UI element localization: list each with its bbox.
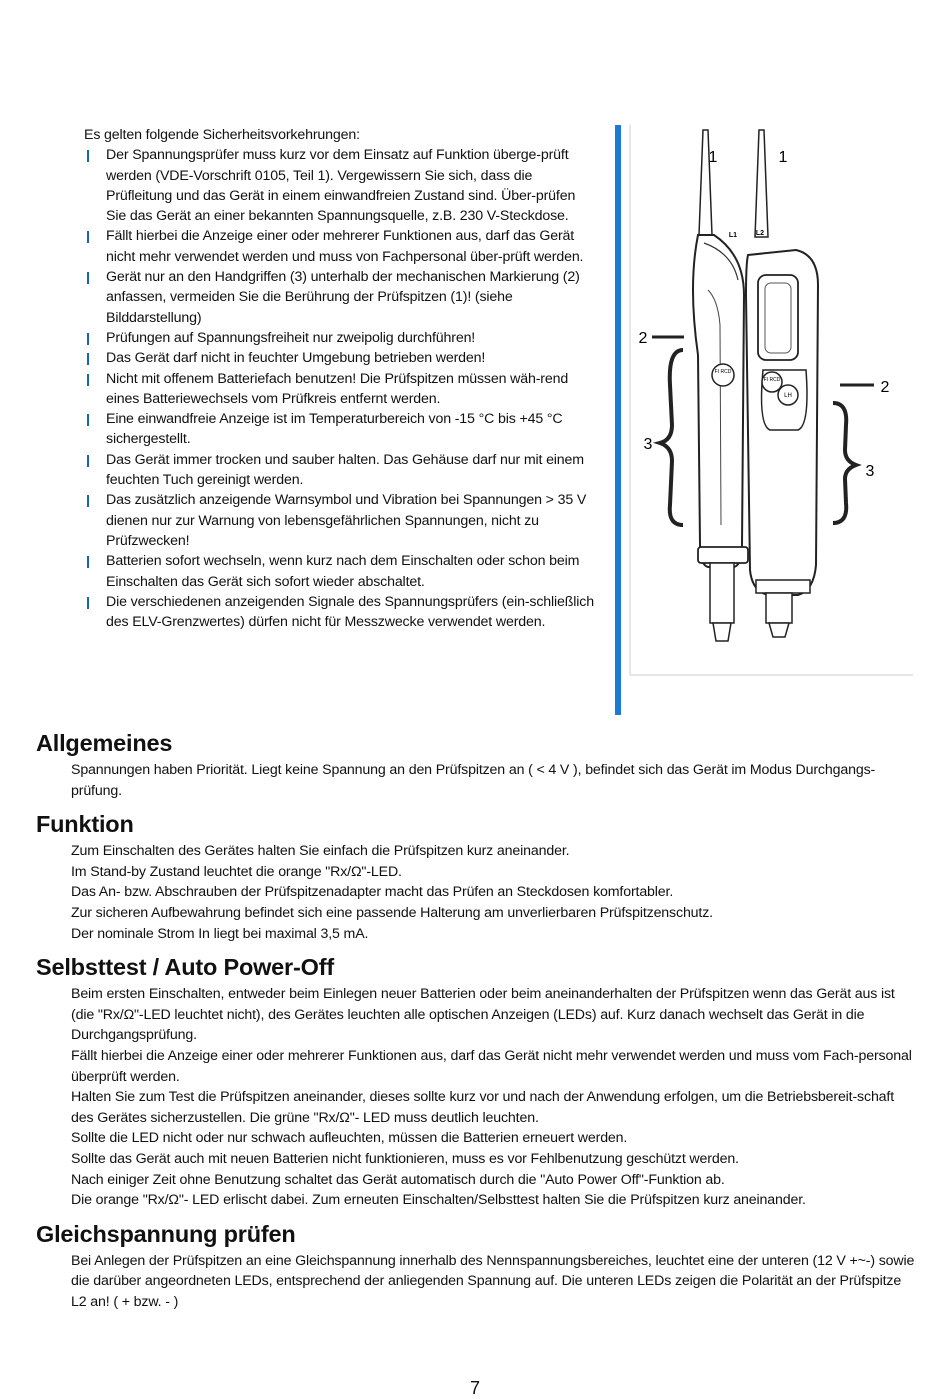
label-mark-left: 2 [638,330,648,347]
list-item: Gerät nur an den Handgriffen (3) unterhalb der mechanischen Markierung (2) anfassen, vermeiden Sie die Berührung der Prüfspitzen (1)! (siehe Bilddarstellung) [84,267,594,328]
paragraph: Bei Anlegen der Prüfspitzen an eine Gleichspannung innerhalb des Nennspannungsbereiches, leuchtet eine der unteren (12 V +~-) sowie die darüber angeordneten LEDs, entsprechend der anliegenden Spannung auf. Die unteren LEDs zeigen die Polarität an der Prüfspitze L2 an! ( + bzw. - ) [71,1252,915,1310]
section-allgemeines [36,728,916,801]
section-body [36,760,916,801]
list-item: Nicht mit offenem Batteriefach benutzen! Die Prüfspitzen müssen wäh-rend eines Batteriewechsels vom Prüfkreis entfernt werden. [84,369,594,410]
list-item: Der Spannungsprüfer muss kurz vor dem Einsatz auf Funktion überge-prüft werden (VDE-Vorschrift 0105, Teil 1). Vergewissern Sie sich, dass die Prüfleitung und das Gerät in einem einwandfreien Zustand sind. Über-prüfen Sie das Gerät an einer bekannten Spannungsquelle, z.B. 230 V-Steckdose. [84,145,594,226]
safety-precautions [84,125,594,632]
paragraph: Beim ersten Einschalten, entweder beim Einlegen neuer Batterien oder beim aneinanderhalten der Prüfspitzen wenn das Gerät aus ist (die "Rx/Ω"-LED leuchtet nicht), des Gerätes leuchten alle optischen Anzeigen (LEDs) auf. Kurz danach wechselt das Gerät in die Durchgangsprüfung. [71,986,895,1044]
paragraph: Halten Sie zum Test die Prüfspitzen aneinander, dieses sollte kurz vor und nach der Anwendung erfolgen, um die Betriebsbereit-schaft des Gerätes sicherzustellen. Die grüne "Rx/Ω"- LED muss deutlich leuchten. [71,1089,895,1126]
document-sections [36,728,916,1320]
paragraph: Fällt hierbei die Anzeige einer oder mehrerer Funktionen aus, darf das Gerät nicht mehr verwendet werden und muss vom Fach-personal überprüft werden. [71,1047,912,1085]
section-heading: Allgemeines [36,730,173,756]
voltage-tester-illustration [628,125,913,680]
probe-label-l2: L2 [755,230,765,237]
paragraph: Der nominale Strom In liegt bei maximal 3,5 mA. [71,925,369,942]
section-heading: Funktion [36,811,134,838]
list-item: Die verschiedenen anzeigenden Signale des Spannungsprüfers (ein-schließlich des ELV-Grenzwertes) dürfen nicht für Messzwecke verwendet werden. [84,592,594,633]
safety-list [84,145,594,632]
paragraph: Sollte die LED nicht oder nur schwach aufleuchten, müssen die Batterien erneuert werden. [71,1130,628,1147]
label-grip-left: 3 [643,436,653,453]
list-item: Fällt hierbei die Anzeige einer oder mehrerer Funktionen aus, darf das Gerät nicht mehr verwendet werden und muss von Fachpersonal über-prüft werden. [84,226,594,267]
list-item: Eine einwandfreie Anzeige ist im Temperaturbereich von -15 °C bis +45 °C sichergestellt. [84,409,594,450]
column-divider [615,125,621,715]
paragraph: Die orange "Rx/Ω"- LED erlischt dabei. Zum erneuten Einschalten/Selbsttest halten Sie die Prüfspitzen kurz aneinander. [71,1192,806,1209]
label-grip-right: 3 [865,463,875,480]
button-label: FI RCD [714,369,732,375]
list-item: Das Gerät immer trocken und sauber halten. Das Gehäuse darf nur mit einem feuchten Tuch gereinigt werden. [84,450,594,491]
paragraph: Im Stand-by Zustand leuchtet die orange "Rx/Ω"-LED. [71,863,402,880]
voltage-tester-figure [628,125,913,680]
list-item: Prüfungen auf Spannungsfreiheit nur zweipolig durchführen! [84,328,594,348]
list-item: Batterien sofort wechseln, wenn kurz nach dem Einschalten oder schon beim Einschalten das Gerät sich sofort wieder abschaltet. [84,551,594,592]
paragraph: Spannungen haben Priorität. Liegt keine Spannung an den Prüfspitzen an ( < 4 V ), befindet sich das Gerät im Modus Durchgangs-prüfung. [71,762,876,799]
button-label: FI RCD [763,377,781,383]
list-item: Das Gerät darf nicht in feuchter Umgebung betrieben werden! [84,348,594,368]
paragraph: Sollte das Gerät auch mit neuen Batterien nicht funktionieren, muss es vor Fehlbenutzung geschützt werden. [71,1150,739,1167]
paragraph: Zum Einschalten des Gerätes halten Sie einfach die Prüfspitzen kurz aneinander. [71,843,570,860]
paragraph: Das An- bzw. Abschrauben der Prüfspitzenadapter macht das Prüfen an Steckdosen komfortabler. [71,884,674,901]
label-tip-left: 1 [708,149,718,166]
section-funktion [36,809,916,944]
paragraph: Nach einiger Zeit ohne Benutzung schaltet das Gerät automatisch durch die "Auto Power Off"-Funktion ab. [71,1171,725,1188]
safety-intro: Es gelten folgende Sicherheitsvorkehrungen: [84,127,360,143]
page-number: 7 [469,1378,480,1398]
section-heading: Selbsttest / Auto Power-Off [36,954,334,981]
section-body [36,1251,916,1313]
button-label: LH [784,393,792,399]
label-mark-right: 2 [880,379,890,396]
section-gleichspannung [36,1219,916,1313]
section-body [36,984,916,1211]
section-heading: Gleichspannung prüfen [36,1220,296,1247]
section-selbsttest [36,952,916,1211]
list-item: Das zusätzlich anzeigende Warnsymbol und Vibration bei Spannungen > 35 V dienen nur zur Warnung von lebensgefährlichen Spannungen, nicht zu Prüfzwecken! [84,490,594,551]
section-body [36,841,916,944]
probe-label-l1: L1 [728,232,738,239]
paragraph: Zur sicheren Aufbewahrung befindet sich eine passende Halterung am unverlierbaren Prüfspitzenschutz. [71,904,713,921]
label-tip-right: 1 [778,149,788,166]
